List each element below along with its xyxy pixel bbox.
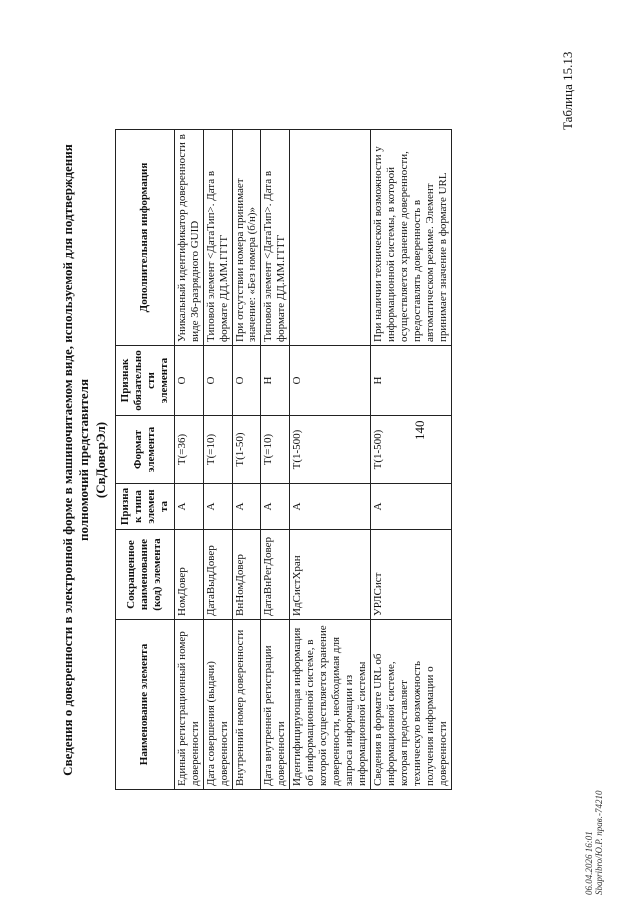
cell-format: T(1-50) bbox=[232, 416, 261, 484]
cell-required: Н bbox=[371, 346, 452, 416]
cell-info: При наличии технической возможности у информационной системы, в которой осуществляется хранение доверенности, предоставлять доверенность в автоматическом режиме. Элемент принимает значение в формате URL bbox=[371, 130, 452, 346]
cell-required: О bbox=[290, 346, 371, 416]
stamp-date: 06.04.2026 16:01 bbox=[584, 831, 594, 895]
table-row bbox=[261, 130, 290, 790]
cell-code: ДатаВыдДовер bbox=[203, 530, 232, 620]
header-code: Сокращенное наименование (код) элемента bbox=[115, 530, 174, 620]
cell-code: ДатаВнРегДовер bbox=[261, 530, 290, 620]
cell-info: Типовой элемент <ДатаТип>. Дата в формате ДД.ММ.ГГГГ bbox=[203, 130, 232, 346]
cell-format: T(=36) bbox=[174, 416, 203, 484]
cell-format: T(=10) bbox=[203, 416, 232, 484]
cell-name: Внутренний номер доверенности bbox=[232, 620, 261, 790]
cell-code: УРЛСист bbox=[371, 530, 452, 620]
cell-info: При отсутствии номера принимает значение: «Без номера (б/н)» bbox=[232, 130, 261, 346]
cell-name: Идентифицирующая информация об информационной системе, в которой осуществляется хранение доверенности, необходимая для запроса информации из информационной системы bbox=[290, 620, 371, 790]
cell-name: Единый регистрационный номер доверенности bbox=[174, 620, 203, 790]
cell-required: О bbox=[174, 346, 203, 416]
table-header-row bbox=[115, 130, 174, 790]
cell-code: НомДовер bbox=[174, 530, 203, 620]
table-row bbox=[371, 130, 452, 790]
cell-type: А bbox=[290, 484, 371, 530]
cell-info: Типовой элемент <ДатаТип>. Дата в формате ДД.ММ.ГГГГ bbox=[261, 130, 290, 346]
cell-code: ИдСистХран bbox=[290, 530, 371, 620]
cell-type: А bbox=[174, 484, 203, 530]
stamp-ref: Sbapribro/Ю.Р. прав.-74210 bbox=[593, 790, 604, 895]
cell-type: А bbox=[232, 484, 261, 530]
cell-format: T(1-500) bbox=[290, 416, 371, 484]
cell-name: Дата совершения (выдачи) доверенности bbox=[203, 620, 232, 790]
header-info: Дополнительная информация bbox=[115, 130, 174, 346]
cell-type: А bbox=[371, 484, 452, 530]
cell-format: T(=10) bbox=[261, 416, 290, 484]
header-format: Формат элемента bbox=[115, 416, 174, 484]
cell-name: Сведения в формате URL об информационной системе, которая предоставляет техническую возможность получения информации о доверенности bbox=[371, 620, 452, 790]
table-row bbox=[174, 130, 203, 790]
cell-required: Н bbox=[261, 346, 290, 416]
document-body bbox=[60, 130, 580, 790]
title-text: Сведения о доверенности в электронной форме в машиночитаемом виде, используемой для подтверждения полномочий представителя bbox=[60, 144, 92, 776]
header-name: Наименование элемента bbox=[115, 620, 174, 790]
cell-code: ВнНомДовер bbox=[232, 530, 261, 620]
cell-required: О bbox=[203, 346, 232, 416]
cell-type: А bbox=[261, 484, 290, 530]
cell-name: Дата внутренней регистрации доверенности bbox=[261, 620, 290, 790]
table-row bbox=[203, 130, 232, 790]
title-code: (СвДоверЭл) bbox=[92, 421, 108, 499]
document-title bbox=[60, 130, 109, 790]
elements-table bbox=[115, 129, 452, 790]
page-number: 140 bbox=[412, 420, 427, 440]
cell-required: О bbox=[232, 346, 261, 416]
registration-stamp bbox=[585, 791, 605, 895]
header-type: Признак типа элемента bbox=[115, 484, 174, 530]
cell-format: T(1-500) bbox=[371, 416, 452, 484]
table-caption: Таблица 15.13 bbox=[560, 51, 575, 130]
cell-type: А bbox=[203, 484, 232, 530]
header-required: Признак обязательности элемента bbox=[115, 346, 174, 416]
table-row bbox=[290, 130, 371, 790]
table-row bbox=[232, 130, 261, 790]
cell-info: Уникальный идентификатор доверенности в виде 36-разрядного GUID bbox=[174, 130, 203, 346]
cell-info bbox=[290, 130, 371, 346]
